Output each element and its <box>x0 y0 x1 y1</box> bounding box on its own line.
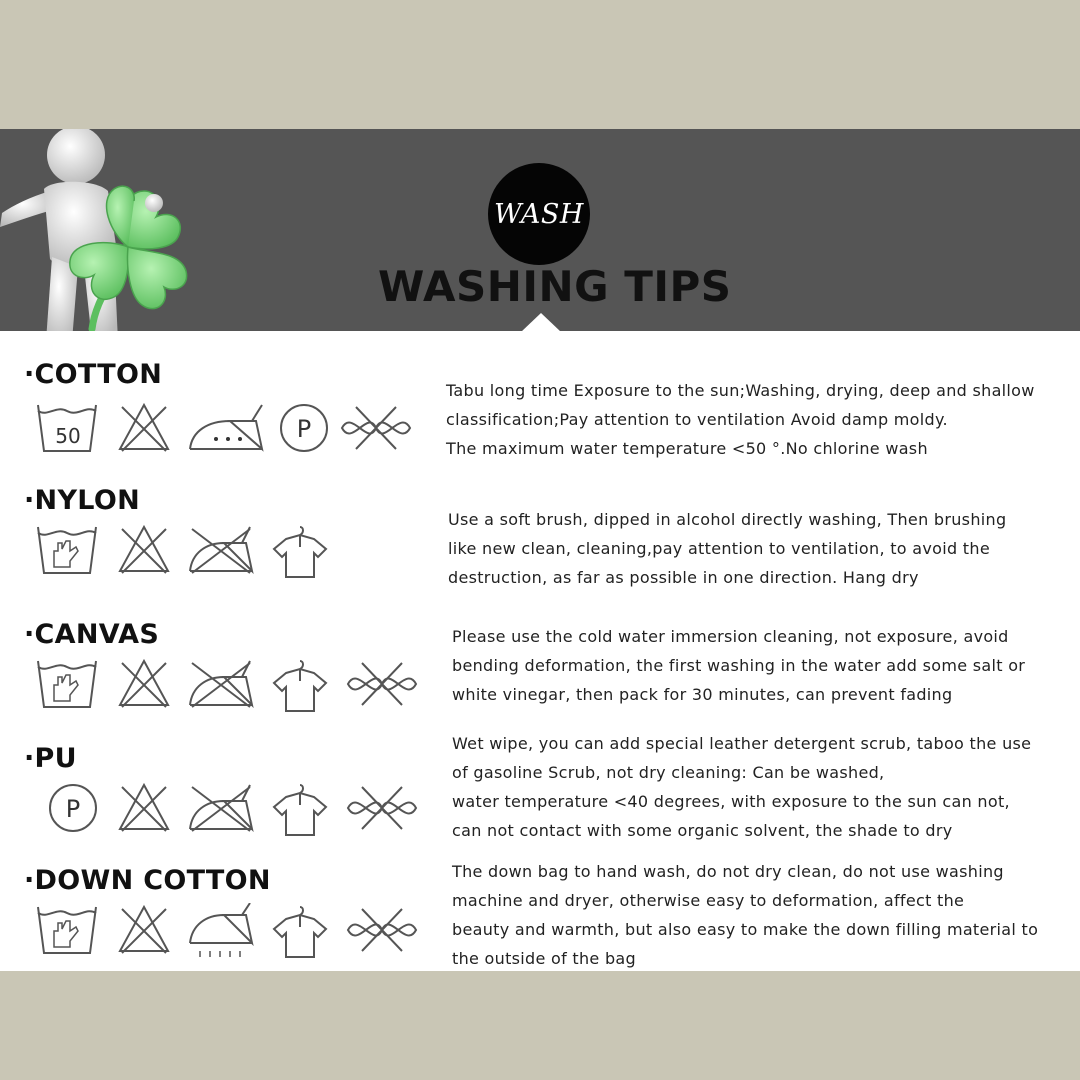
description-line: Please use the cold water immersion cleaning, not exposure, avoid <box>452 627 1009 646</box>
steam-iron-icon <box>186 903 256 961</box>
hang-dry-shirt-icon <box>270 781 330 839</box>
tips-content <box>0 331 1080 971</box>
description-line: the outside of the bag <box>452 949 636 968</box>
do-not-iron-icon <box>186 523 256 577</box>
description-line: destruction, as far as possible in one direction. Hang dry <box>448 568 919 587</box>
no-bleach-icon <box>116 781 172 835</box>
do-not-iron-icon <box>186 657 256 711</box>
no-bleach-icon <box>116 903 172 957</box>
no-wring-icon <box>344 903 420 957</box>
description-line: bending deformation, the first washing in the water add some salt or <box>452 656 1026 675</box>
description-line: machine and dryer, otherwise easy to deformation, affect the <box>452 891 965 910</box>
no-bleach-icon <box>116 657 172 711</box>
top-background-band <box>0 0 1080 129</box>
description-line: Tabu long time Exposure to the sun;Washing, drying, deep and shallow <box>446 381 1035 400</box>
no-wring-icon <box>344 781 420 835</box>
description-line: Wet wipe, you can add special leather detergent scrub, taboo the use <box>452 734 1032 753</box>
description-line: water temperature <40 degrees, with exposure to the sun can not, <box>452 792 1010 811</box>
description-line: The maximum water temperature <50 °.No chlorine wash <box>446 439 928 458</box>
description-line: classification;Pay attention to ventilation Avoid damp moldy. <box>446 410 948 429</box>
fabric-title-nylon: ·NYLON <box>24 485 140 516</box>
hand-wash-icon <box>36 903 100 957</box>
description-line: beauty and warmth, but also easy to make the down filling material to <box>452 920 1039 939</box>
wash-temp-label: 50 <box>55 424 81 448</box>
hang-dry-shirt-icon <box>270 903 330 961</box>
bottom-background-band <box>0 971 1080 1080</box>
no-wring-icon <box>344 657 420 711</box>
description-line: of gasoline Scrub, not dry cleaning: Can be washed, <box>452 763 885 782</box>
description-down-cotton <box>452 857 1038 971</box>
fabric-title-down-cotton: ·DOWN COTTON <box>24 865 271 896</box>
description-cotton <box>446 376 1035 463</box>
no-wring-icon <box>338 401 414 455</box>
hang-dry-shirt-icon <box>270 523 330 581</box>
description-canvas <box>452 622 1025 709</box>
description-nylon <box>448 505 1006 592</box>
iron-three-dots-icon <box>186 401 266 455</box>
description-line: The down bag to hand wash, do not dry clean, do not use washing <box>452 862 1004 881</box>
description-line: can not contact with some organic solvent, the shade to dry <box>452 821 953 840</box>
hand-wash-icon <box>36 523 100 577</box>
description-line: Use a soft brush, dipped in alcohol directly washing, Then brushing <box>448 510 1007 529</box>
fabric-title-canvas: ·CANVAS <box>24 619 160 650</box>
no-bleach-icon <box>116 523 172 577</box>
wash-badge-text: WASH <box>494 198 584 230</box>
wash-50-icon <box>36 401 100 455</box>
description-pu <box>452 729 1031 845</box>
hang-dry-shirt-icon <box>270 657 330 715</box>
professional-clean-p-icon <box>46 781 100 835</box>
description-line: like new clean, cleaning,pay attention to ventilation, to avoid the <box>448 539 990 558</box>
fabric-title-cotton: ·COTTON <box>24 359 163 390</box>
hand-wash-icon <box>36 657 100 711</box>
no-bleach-icon <box>116 401 172 455</box>
svg-text:P: P <box>296 415 312 443</box>
description-line: white vinegar, then pack for 30 minutes, can prevent fading <box>452 685 953 704</box>
wash-badge <box>488 163 590 265</box>
professional-clean-p-icon <box>278 401 330 455</box>
svg-text:P: P <box>65 795 81 823</box>
page-title: WASHING TIPS <box>378 262 732 311</box>
header-notch <box>521 313 561 332</box>
fabric-title-pu: ·PU <box>24 743 77 774</box>
do-not-iron-icon <box>186 781 256 835</box>
figure-with-clover-icon <box>0 129 200 341</box>
